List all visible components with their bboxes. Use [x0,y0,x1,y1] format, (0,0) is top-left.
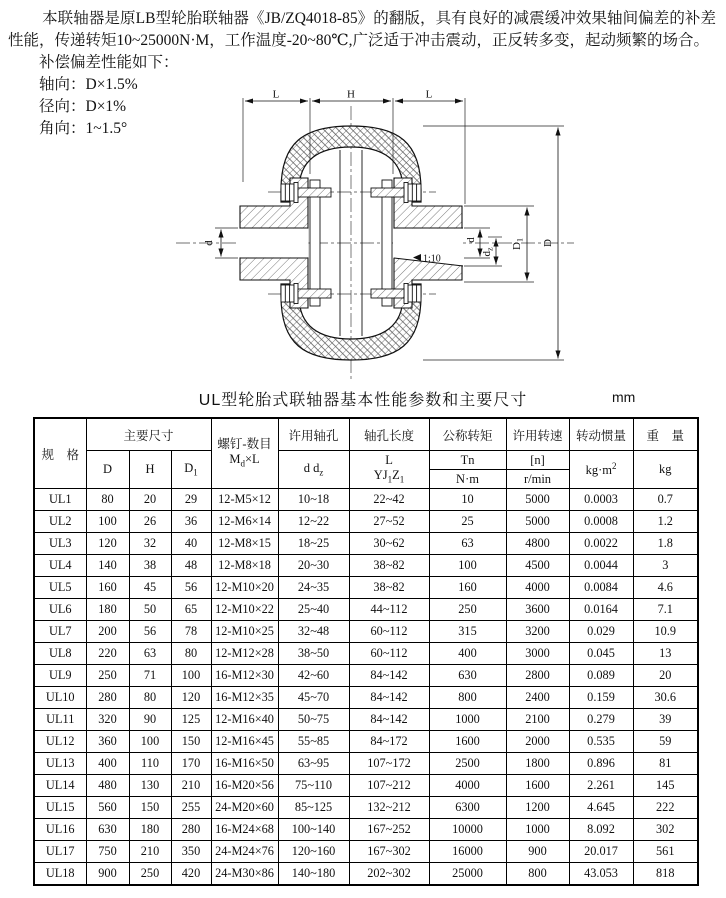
col-header-speed-unit: r/min [506,470,569,489]
coupling-section-drawing [118,90,598,390]
cell: 36 [171,511,211,533]
cell: UL5 [34,577,86,599]
spec-table [33,417,699,886]
cell: 630 [86,819,129,841]
cell: UL7 [34,621,86,643]
bore-len-sub2: $YJ_1Z_1$ [373,468,405,485]
cell: 13 [633,643,698,665]
cell: 63~95 [278,753,349,775]
cell: 400 [429,643,506,665]
cell: UL13 [34,753,86,775]
cell: 1000 [506,819,569,841]
cell: 20.017 [569,841,633,863]
cell: UL12 [34,731,86,753]
cell: 26 [129,511,171,533]
cell: 170 [171,753,211,775]
col-header-weight: 重 量 [633,418,698,451]
col-header-D1: $D_1$ [171,451,211,489]
cell: 84~142 [349,709,429,731]
spec-table-head [34,418,698,489]
col-header-screw [211,418,278,489]
cell: 750 [86,841,129,863]
cell: 55~85 [278,731,349,753]
cell: 24-M30×86 [211,863,278,886]
cell: 1.8 [633,533,698,555]
cell: 56 [171,577,211,599]
cell: 6300 [429,797,506,819]
cell: 222 [633,797,698,819]
cell: 10000 [429,819,506,841]
cell: 140 [86,555,129,577]
cell: 130 [129,775,171,797]
col-header-torque-unit: N·m [429,470,506,489]
dim-label-dz: $d_z$ [481,247,495,257]
cell: 24-M20×60 [211,797,278,819]
cell: 16-M24×68 [211,819,278,841]
dim-label-D1: $D_1$ [511,238,525,250]
cell: 10 [429,489,506,511]
cell: UL4 [34,555,86,577]
spec-table-body [34,489,698,886]
cell: 84~172 [349,731,429,753]
cell: UL3 [34,533,86,555]
cell: 120~160 [278,841,349,863]
table-row [34,775,698,797]
cell: 210 [129,841,171,863]
cell: 39 [633,709,698,731]
cell: 4000 [506,577,569,599]
cell: 22~42 [349,489,429,511]
table-row [34,687,698,709]
bore-len-sub1: L [385,453,393,468]
clamp-ring-right [382,180,392,306]
cell: 250 [429,599,506,621]
cell: 560 [86,797,129,819]
cell: 38~50 [278,643,349,665]
cell: 8.092 [569,819,633,841]
table-row [34,841,698,863]
col-header-weight-unit: kg [633,451,698,489]
cell: 120 [171,687,211,709]
cell: UL10 [34,687,86,709]
cell: 250 [86,665,129,687]
cell: UL8 [34,643,86,665]
col-header-H: H [129,451,171,489]
dim-label-H: H [347,90,355,101]
cell: 0.159 [569,687,633,709]
col-header-bore-len: 轴孔长度 [349,418,429,451]
cell: 50 [129,599,171,621]
cell: 200 [86,621,129,643]
cell: 800 [506,863,569,886]
cell: 132~212 [349,797,429,819]
cell: 150 [129,797,171,819]
cell: 3600 [506,599,569,621]
cell: UL9 [34,665,86,687]
cell: 1200 [506,797,569,819]
cell: 818 [633,863,698,886]
cell: 180 [129,819,171,841]
cell: 180 [86,599,129,621]
table-row [34,489,698,511]
cell: 84~142 [349,687,429,709]
cell: 27~52 [349,511,429,533]
cell: 480 [86,775,129,797]
cell: 71 [129,665,171,687]
cell: 0.896 [569,753,633,775]
cell: 84~142 [349,665,429,687]
cell: 2500 [429,753,506,775]
clamp-ring-left [310,180,320,306]
cell: 160 [429,577,506,599]
cell: 350 [171,841,211,863]
table-row [34,621,698,643]
cell: 29 [171,489,211,511]
cell: UL1 [34,489,86,511]
cell: 630 [429,665,506,687]
col-header-inertia: 转动惯量 [569,418,633,451]
cell: 0.279 [569,709,633,731]
table-row [34,599,698,621]
cell: 1600 [429,731,506,753]
cell: 12-M5×12 [211,489,278,511]
cell: 30~62 [349,533,429,555]
table-row [34,797,698,819]
cell: UL17 [34,841,86,863]
cell: 5000 [506,489,569,511]
cell: 80 [86,489,129,511]
cell: 25000 [429,863,506,886]
cell: 120 [86,533,129,555]
cell: 2400 [506,687,569,709]
cell: 12-M6×14 [211,511,278,533]
cell: 56 [129,621,171,643]
cell: 25 [429,511,506,533]
cell: 100 [429,555,506,577]
cell: 75~110 [278,775,349,797]
table-row [34,577,698,599]
table-row [34,555,698,577]
cell: 800 [429,687,506,709]
cell: 4.645 [569,797,633,819]
table-row [34,643,698,665]
cell: 85~125 [278,797,349,819]
dim-label-L-right: L [425,90,433,101]
cell: 24-M24×76 [211,841,278,863]
cell: 145 [633,775,698,797]
cell: 3200 [506,621,569,643]
table-row [34,709,698,731]
cell: 20~30 [278,555,349,577]
cell: 80 [129,687,171,709]
cell: 12~22 [278,511,349,533]
cell: 44~112 [349,599,429,621]
cell: 0.7 [633,489,698,511]
cell: 10.9 [633,621,698,643]
table-row [34,819,698,841]
cell: 167~252 [349,819,429,841]
cell: 107~172 [349,753,429,775]
cell: 16-M20×56 [211,775,278,797]
cell: 4.6 [633,577,698,599]
cell: 12-M16×40 [211,709,278,731]
cell: 38~82 [349,577,429,599]
cell: 38~82 [349,555,429,577]
cell: 16000 [429,841,506,863]
cell: 0.045 [569,643,633,665]
table-row [34,665,698,687]
col-header-main-dims: 主要尺寸 [86,418,211,451]
table-row [34,731,698,753]
cell: 210 [171,775,211,797]
cell: 43.053 [569,863,633,886]
col-header-spec: 规 格 [34,418,86,489]
cell: 280 [86,687,129,709]
cell: 0.0084 [569,577,633,599]
cell: 32 [129,533,171,555]
cell: 100 [129,731,171,753]
col-header-bore-sub: d $d_z$ [278,451,349,489]
cell: 302 [633,819,698,841]
cell: 167~302 [349,841,429,863]
cell: 400 [86,753,129,775]
cell: 16-M16×50 [211,753,278,775]
col-header-inertia-unit: $kg\cdot m^2$ [569,451,633,489]
cell: 250 [129,863,171,886]
cell: 420 [171,863,211,886]
cell: 2800 [506,665,569,687]
cell: 1800 [506,753,569,775]
cell: 900 [506,841,569,863]
intro-paragraph: 本联轴器是原LB型轮胎联轴器《JB/ZQ4018-85》的翻版，具有良好的减震缓冲效果轴间偏差的补差性能，传递转矩10~25000N·M，工作温度-20~80℃,广泛适于冲击震动，正反转多变，起动频繁的场合。 [8,10,716,49]
cell: 4000 [429,775,506,797]
cell: 2100 [506,709,569,731]
col-header-D: D [86,451,129,489]
cell: 25~40 [278,599,349,621]
cell: 140~180 [278,863,349,886]
cell: 24~35 [278,577,349,599]
col-header-speed: 许用转速 [506,418,569,451]
cell: 42~60 [278,665,349,687]
cell: 0.0164 [569,599,633,621]
cell: 63 [429,533,506,555]
cell: UL18 [34,863,86,886]
cell: 561 [633,841,698,863]
cell: 81 [633,753,698,775]
col-header-speed-sym: [n] [506,451,569,470]
col-header-screw-label: 螺钉-数目 [217,437,272,452]
cell: 0.0003 [569,489,633,511]
col-header-torque: 公称转矩 [429,418,506,451]
intro-angular: 角向：1~1.5° [39,120,128,137]
cell: 0.0008 [569,511,633,533]
cell: 12-M8×15 [211,533,278,555]
cell: 160 [86,577,129,599]
cell: 3 [633,555,698,577]
cell: 900 [86,863,129,886]
col-header-screw-sub: $M_d\times L$ [229,452,260,469]
table-row [34,863,698,886]
cell: 1.2 [633,511,698,533]
cell: 16-M12×35 [211,687,278,709]
cell: 40 [171,533,211,555]
cell: 202~302 [349,863,429,886]
cell: 0.535 [569,731,633,753]
cell: 48 [171,555,211,577]
cell: 110 [129,753,171,775]
cell: 59 [633,731,698,753]
cell: 45~70 [278,687,349,709]
cell: 2.261 [569,775,633,797]
cell: 45 [129,577,171,599]
cell: 12-M10×25 [211,621,278,643]
cell: 320 [86,709,129,731]
table-row [34,533,698,555]
cell: 12-M10×22 [211,599,278,621]
cell: 100~140 [278,819,349,841]
dim-label-d-left: d [203,240,215,246]
cell: 315 [429,621,506,643]
cell: 32~48 [278,621,349,643]
cell: 0.0022 [569,533,633,555]
dim-label-L-left: L [272,90,280,101]
taper-label: 1:10 [423,253,441,265]
cell: 50~75 [278,709,349,731]
cell: 90 [129,709,171,731]
cell: 107~212 [349,775,429,797]
cell: 125 [171,709,211,731]
cell: 1600 [506,775,569,797]
table-row [34,753,698,775]
cell: 12-M16×45 [211,731,278,753]
table-row [34,511,698,533]
cell: 78 [171,621,211,643]
cell: 12-M8×18 [211,555,278,577]
cell: 20 [129,489,171,511]
cell: 60~112 [349,621,429,643]
cell: 4800 [506,533,569,555]
cell: 220 [86,643,129,665]
cell: 360 [86,731,129,753]
cell: 20 [633,665,698,687]
cell: 16-M12×30 [211,665,278,687]
intro-axial: 轴向：D×1.5% [39,76,138,93]
intro-subtitle: 补偿偏差性能如下： [39,54,179,71]
cell: 80 [171,643,211,665]
cell: 12-M10×20 [211,577,278,599]
cell: 280 [171,819,211,841]
cell: 0.029 [569,621,633,643]
cell: UL14 [34,775,86,797]
cell: 2000 [506,731,569,753]
dim-label-d-right: d [465,237,477,243]
cell: 38 [129,555,171,577]
cell: 100 [171,665,211,687]
col-header-bore: 许用轴孔 [278,418,349,451]
cell: 100 [86,511,129,533]
table-title: UL型轮胎式联轴器基本性能参数和主要尺寸 [198,392,528,409]
cell: 7.1 [633,599,698,621]
col-header-bore-len-sub [349,451,429,489]
cell: 60~112 [349,643,429,665]
cell: 12-M12×28 [211,643,278,665]
cell: 4500 [506,555,569,577]
cell: 0.089 [569,665,633,687]
cell: UL11 [34,709,86,731]
bore-left [239,229,308,258]
cell: UL15 [34,797,86,819]
intro-radial: 径向：D×1% [39,98,127,115]
cell: 3000 [506,643,569,665]
cell: 0.0044 [569,555,633,577]
cell: 5000 [506,511,569,533]
page [0,8,726,898]
table-title-row [0,387,726,409]
cell: 255 [171,797,211,819]
cell: UL6 [34,599,86,621]
table-unit: mm [612,389,636,405]
cell: 150 [171,731,211,753]
cell: 18~25 [278,533,349,555]
cell: 65 [171,599,211,621]
cell: 30.6 [633,687,698,709]
cell: 10~18 [278,489,349,511]
cell: 63 [129,643,171,665]
col-header-torque-sym: Tn [429,451,506,470]
dim-label-D: D [542,239,554,247]
cell: UL16 [34,819,86,841]
cell: UL2 [34,511,86,533]
cell: 1000 [429,709,506,731]
